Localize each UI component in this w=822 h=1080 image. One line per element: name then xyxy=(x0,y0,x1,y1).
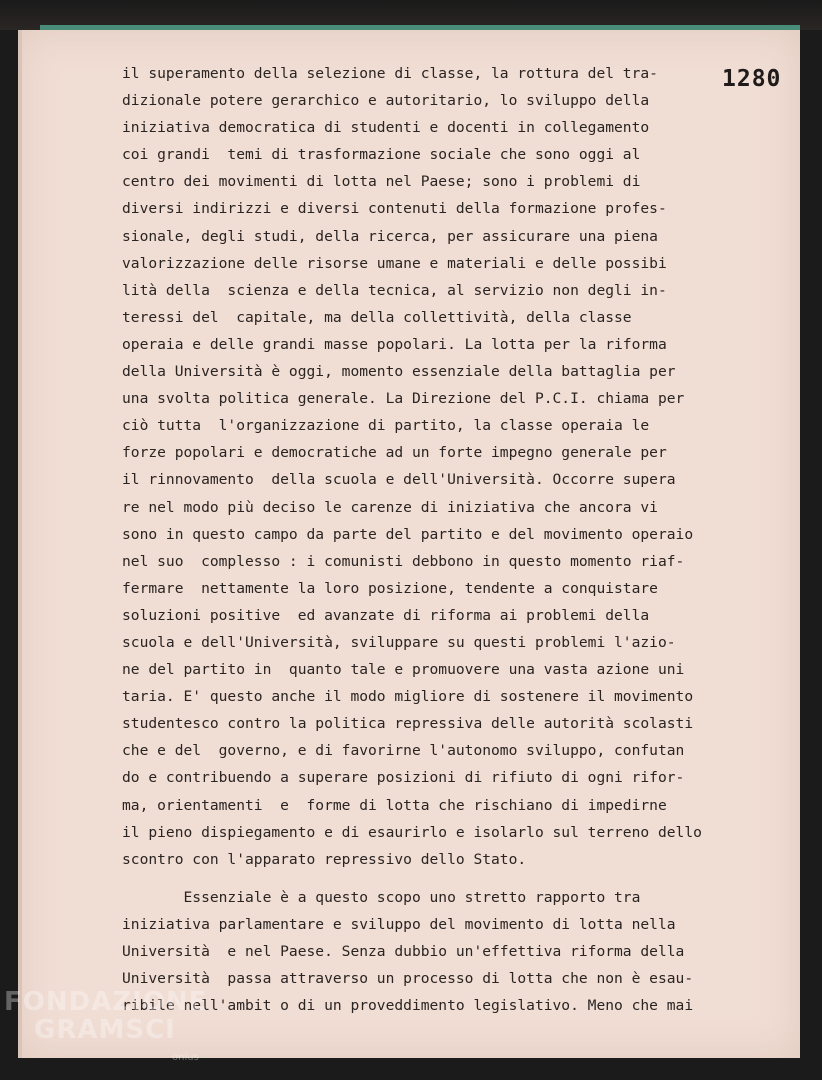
text-line: fermare nettamente la loro posizione, tendente a conquistare xyxy=(122,579,658,597)
text-line: ribile nell'ambit o di un proveddimento legislativo. Meno che mai xyxy=(122,997,694,1015)
text-line: il rinnovamento della scuola e dell'Università. Occorre supera xyxy=(122,471,676,489)
text-line: Essenziale è a questo scopo uno stretto rapporto tra xyxy=(122,888,641,906)
text-line: centro dei movimenti di lotta nel Paese; sono i problemi di xyxy=(122,173,641,191)
text-line: soluzioni positive ed avanzate di riforma ai problemi della xyxy=(122,606,650,624)
text-line: forze popolari e democratiche ad un forte impegno generale per xyxy=(122,444,667,462)
text-line: che e del governo, e di favorirne l'autonomo sviluppo, confutan xyxy=(122,742,685,760)
text-line: scontro con l'apparato repressivo dello Stato. xyxy=(122,850,527,868)
paragraph-gap xyxy=(122,873,742,884)
text-line: diversi indirizzi e diversi contenuti della formazione profes- xyxy=(122,200,667,218)
text-line: una svolta politica generale. La Direzione del P.C.I. chiama per xyxy=(122,390,685,408)
text-line: ma, orientamenti e forme di lotta che rischiano di impedirne xyxy=(122,796,667,814)
text-line: Università e nel Paese. Senza dubbio un'effettiva riforma della xyxy=(122,943,685,960)
text-line: lità della scienza e della tecnica, al servizio non degli in- xyxy=(122,281,667,299)
text-line: do e contribuendo a superare posizioni di rifiuto di ogni rifor- xyxy=(122,769,685,787)
watermark-logo xyxy=(4,988,207,1044)
page-edge xyxy=(18,30,22,1058)
text-line: il pieno dispiegamento e di esaurirlo e isolarlo sul terreno dello xyxy=(122,823,702,841)
text-line: scuola e dell'Università, sviluppare su questi problemi l'azio- xyxy=(122,633,676,651)
text-line: valorizzazione delle risorse umane e materiali e delle possibi xyxy=(122,254,667,272)
text-line: iniziativa democratica di studenti e docenti in collegamento xyxy=(122,119,650,137)
paragraph-1 xyxy=(122,60,742,873)
text-line: studentesco contro la politica repressiva delle autorità scolasti xyxy=(122,715,694,733)
text-line: ciò tutta l'organizzazione di partito, la classe operaia le xyxy=(122,417,650,435)
text-line: il superamento della selezione di classe, la rottura del tra- xyxy=(122,65,658,82)
text-line: coi grandi temi di trasformazione sociale che sono oggi al xyxy=(122,146,641,164)
watermark-line-2: GRAMSCI xyxy=(34,1015,176,1045)
text-line: Università passa attraverso un processo di lotta che non è esau- xyxy=(122,970,694,988)
document-body xyxy=(122,60,742,1019)
text-line: sono in questo campo da parte del partito e del movimento operaio xyxy=(122,525,694,543)
text-line: iniziativa parlamentare e sviluppo del movimento di lotta nella xyxy=(122,915,676,933)
text-line: sionale, degli studi, della ricerca, per assicurare una piena xyxy=(122,227,658,245)
text-line: della Università è oggi, momento essenziale della battaglia per xyxy=(122,363,676,381)
text-line: operaia e delle grandi masse popolari. La lotta per la riforma xyxy=(122,335,667,353)
text-line: dizionale potere gerarchico e autoritario, lo sviluppo della xyxy=(122,92,650,110)
text-line: taria. E' questo anche il modo migliore di sostenere il movimento xyxy=(122,688,694,706)
paragraph-2 xyxy=(122,884,742,1019)
text-line: re nel modo più deciso le carenze di iniziativa che ancora vi xyxy=(122,498,658,516)
watermark-line-1: FONDAZIONE xyxy=(4,987,208,1017)
text-line: ne del partito in quanto tale e promuovere una vasta azione uni xyxy=(122,661,685,679)
text-line: teressi del capitale, ma della collettività, della classe xyxy=(122,308,632,326)
text-line: nel suo complesso : i comunisti debbono in questo momento riaf- xyxy=(122,552,685,570)
page-number: 1280 xyxy=(722,66,782,92)
watermark-sub: onlus xyxy=(172,1052,199,1063)
